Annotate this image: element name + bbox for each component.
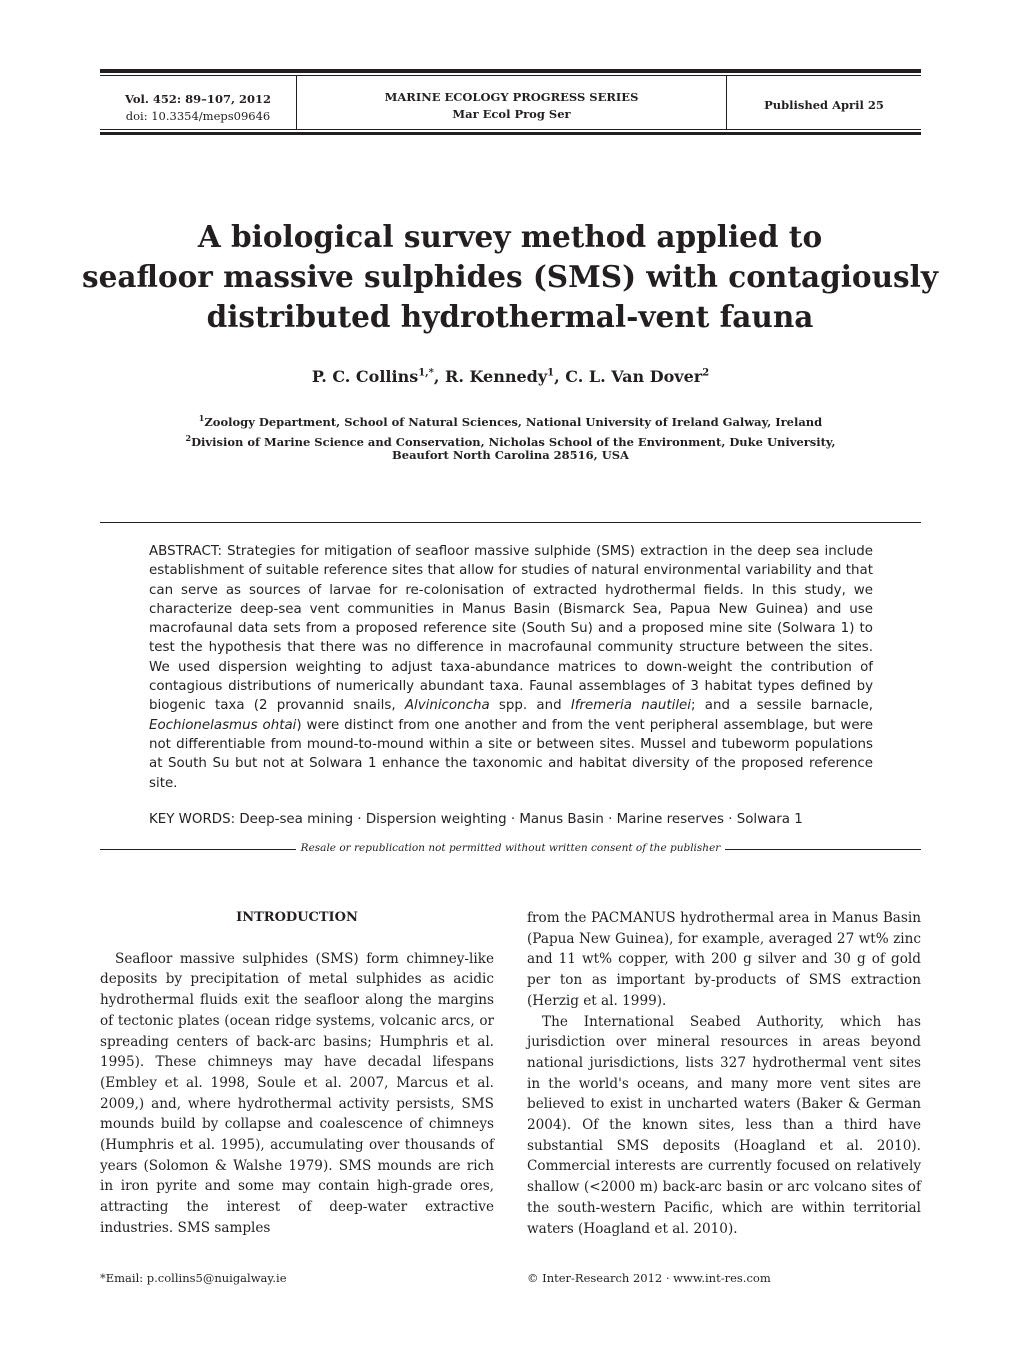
intro-paragraph: Seafloor massive sulphides (SMS) form chimney-like deposits by precipitation of metal sulphides as acidic hydrothermal fluids exit the seafloor along the margins of tectonic plates (ocean ridge systems, volcanic arcs, or spreading centers of back-arc basins; Humphris et al. 1995). These chimneys may have decadal lifespans (Embley et al. 1998, Soule et al. 2007, Marcus et al. 2009,) and, where hydrothermal activity persists, SMS mounds build by collapse and coalescence of chimneys (Humphris et al. 1995), accumulating over thousands of years (Solomon & Walshe 1979). SMS mounds are rich in iron pyrite and some may contain high-grade ores, attracting the interest of deep-water extractive industries. SMS samples (100, 950, 494, 1236)
abstract-taxon: Alviniconcha (404, 698, 490, 714)
journal-abbrev: Mar Ecol Prog Ser (452, 107, 571, 121)
author-affil-sup: 1,* (418, 367, 434, 379)
keywords: KEY WORDS: Deep-sea mining · Dispersion weighting · Manus Basin · Marine reserves · Solwara 1 (149, 812, 803, 827)
header-rule-bottom (100, 132, 921, 135)
abstract (149, 542, 873, 793)
corresponding-email: *Email: p.collins5@nuigalway.ie (100, 1271, 287, 1285)
header-rule-top-thin (100, 75, 921, 76)
volume-info: Vol. 452: 89–107, 2012 (125, 92, 271, 106)
title-line: seafloor massive sulphides (SMS) with contagiously (82, 259, 938, 294)
section-heading-introduction: INTRODUCTION (236, 910, 358, 925)
author-name: , C. L. Van Dover (554, 367, 703, 386)
affiliation-text: Division of Marine Science and Conservation, Nicholas School of the Environment, Duke University, (191, 434, 836, 449)
abstract-text: spp. and (489, 698, 571, 714)
affiliation-text: Zoology Department, School of Natural Sciences, National University of Ireland Galway, Ireland (204, 414, 823, 429)
abstract-text: ) were distinct from one another and from the vent peripheral assemblage, but were not differentiable from mound-to-mound within a site or between sites. Mussel and tubeworm populations at South Su but not at Solwara 1 enhance the taxonomic and habitat diversity of the proposed reference site. (149, 717, 874, 791)
header-volume-cell (100, 91, 296, 125)
copyright: © Inter-Research 2012 · www.int-res.com (527, 1271, 771, 1285)
header-rule-bottom-thin (100, 129, 921, 130)
author-affil-sup: 2 (702, 367, 710, 379)
intro-left-column (100, 908, 494, 1239)
affiliation-text: Beaufort North Carolina 28516, USA (392, 448, 629, 462)
author-affil-sup: 1 (547, 367, 555, 379)
abstract-taxon: Eochionelasmus ohtai (149, 717, 297, 733)
abstract-text: ; and a sessile barnacle, (691, 698, 873, 714)
title-line: distributed hydrothermal-vent fauna (206, 299, 814, 334)
author-name: P. C. Collins (311, 367, 419, 386)
affiliation-sup: 2 (185, 433, 192, 443)
abstract-taxon: Ifremeria nautilei (570, 698, 692, 714)
published-date: Published April 25 (764, 98, 884, 112)
doi: doi: 10.3354/meps09646 (125, 109, 271, 123)
author-list (100, 367, 921, 386)
abstract-top-rule (100, 522, 921, 523)
intro-paragraph: The International Seabed Authority, which has jurisdiction over mineral resources in areas beyond national jurisdictions, lists 327 hydrothermal vent sites in the world's oceans, and many more vent sites are believed to exist in uncharted waters (Baker & German 2004). Of the known sites, less than a third have substantial SMS deposits (Hoagland et al. 2010). Commercial interests are currently focused on relatively shallow (<2000 m) back-arc basin or arc volcano sites of the south-western Pacific, which are within territorial waters (Hoagland et al. 2010). (527, 1013, 921, 1237)
affiliation-sup: 1 (198, 413, 205, 423)
paper-title (60, 217, 960, 337)
affiliation (100, 410, 921, 431)
title-line: A biological survey method applied to (197, 219, 823, 254)
affiliation (100, 447, 921, 464)
author-name: , R. Kennedy (433, 367, 548, 386)
intro-right-column (527, 908, 921, 1239)
resale-notice (100, 842, 921, 854)
intro-paragraph: from the PACMANUS hydrothermal area in Manus Basin (Papua New Guinea), for example, averaged 27 wt% zinc and 11 wt% copper, with 200 g silver and 30 g of gold per ton as important by-products of SMS extraction (Herzig et al. 1999). (527, 910, 921, 1009)
header-rule-top (100, 69, 921, 73)
header-journal-cell (297, 89, 726, 123)
resale-text: Resale or republication not permitted without written consent of the publisher (296, 842, 726, 854)
journal-name: MARINE ECOLOGY PROGRESS SERIES (384, 90, 639, 104)
abstract-text: ABSTRACT: Strategies for mitigation of seafloor massive sulphide (SMS) extraction in the deep sea include establishment of suitable reference sites that allow for studies of natural environmental variability and that can serve as sources of larvae for re-colonisation of extracted hydrothermal fields. In this study, we characterize deep-sea vent communities in Manus Basin (Bismarck Sea, Papua New Guinea) and use macrofaunal data sets from a proposed reference site (South Su) and a proposed mine site (Solwara 1) to test the hypothesis that there was no difference in macrofaunal community structure between the sites. We used dispersion weighting to adjust taxa-abundance matrices to down-weight the contribution of contagious distributions of numerically abundant taxa. Faunal assemblages of 3 habitat types defined by biogenic taxa (2 provannid snails, (149, 544, 873, 714)
